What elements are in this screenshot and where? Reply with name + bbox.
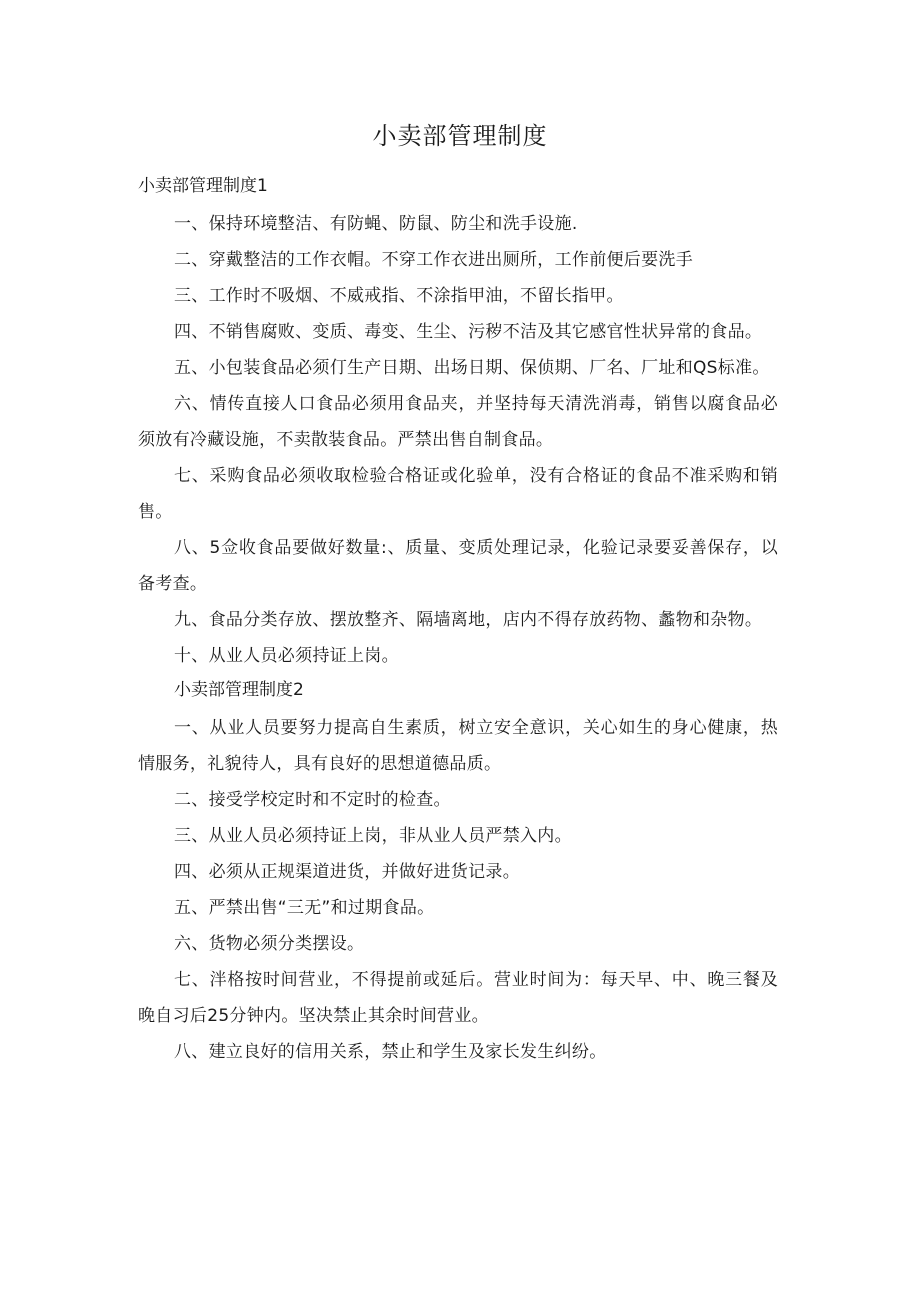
- paragraph: 九、食品分类存放、摆放整齐、隔墙离地，店内不得存放药物、蠡物和杂物。: [174, 610, 763, 630]
- paragraph: 一、从业人员要努力提高自生素质，树立安全意识，关心如生的身心健康，热情服务，礼貌待人，具有良好的思想道德品质。: [138, 718, 778, 774]
- section-heading: 小卖部管理制度2: [174, 680, 304, 700]
- paragraph: 七、泮格按时间营业，不得提前或延后。营业时间为：每天早、中、晚三餐及晚自习后25分钟内。坚决禁止其余时间营业。: [138, 970, 778, 1026]
- paragraph: 三、工作时不吸烟、不威戒指、不涂指甲油，不留长指甲。: [174, 286, 624, 306]
- paragraph: 十、从业人员必须持证上岗。: [174, 646, 399, 666]
- paragraph: 五、小包装食品必须仃生产日期、出场日期、保侦期、厂名、厂址和QS标准。: [174, 358, 770, 378]
- paragraph: 七、采购食品必须收取检验合格证或化验单，没有合格证的食品不准采购和销售。: [138, 466, 778, 522]
- paragraph: 四、不销售腐败、变质、毒变、生尘、污秽不洁及其它感官性状异常的食品。: [174, 322, 763, 342]
- section-heading: 小卖部管理制度1: [138, 176, 268, 196]
- paragraph: 二、接受学校定时和不定时的检查。: [174, 790, 451, 810]
- paragraph: 六、货物必须分类摆设。: [174, 934, 365, 954]
- paragraph: 八、建立良好的信用关系，禁止和学生及家长发生纠纷。: [174, 1042, 607, 1062]
- section-1: [138, 170, 778, 674]
- paragraph: 五、严禁出售“三无”和过期食品。: [174, 898, 435, 918]
- document-body: [138, 170, 778, 1070]
- paragraph: 八、5佥收食品要做好数量:、质量、变质处理记录，化验记录要妥善保存，以备考查。: [138, 538, 778, 594]
- page-title: 小卖部管理制度: [372, 122, 548, 150]
- section-2: [138, 674, 778, 1070]
- paragraph: 三、从业人员必须持证上岗，非从业人员严禁入内。: [174, 826, 572, 846]
- paragraph: 二、穿戴整洁的工作衣帽。不穿工作衣进出厕所，工作前便后要洗手: [174, 250, 693, 270]
- paragraph: 六、情传直接人口食品必须用食品夹，并坚持每天清洗消毒，销售以腐食品必须放有冷藏设施，不卖散装食品。严禁出售自制食品。: [138, 394, 778, 450]
- paragraph: 四、必须从正规渠道进货，并做好进货记录。: [174, 862, 520, 882]
- paragraph: 一、保持环境整洁、有防蝇、防鼠、防尘和洗手设施.: [174, 214, 578, 234]
